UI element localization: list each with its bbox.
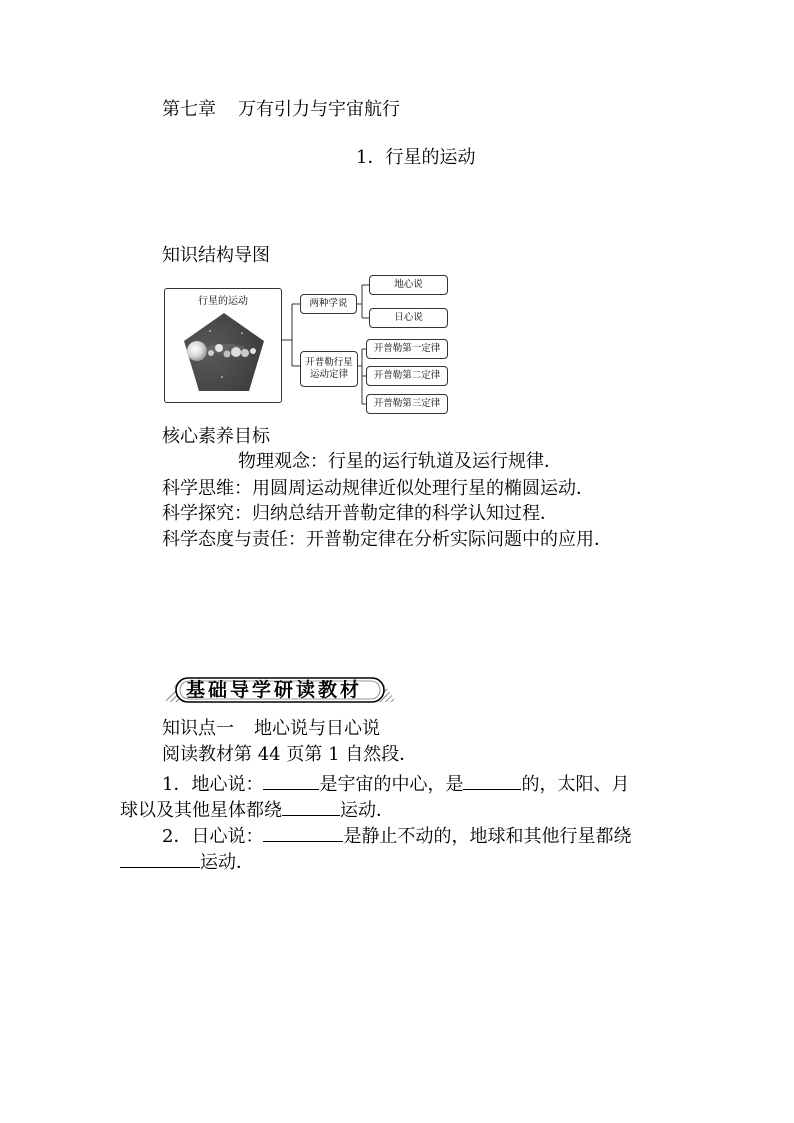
question-1-prefix: 1．地心说： [162,774,264,795]
goal-item: 物理观念：行星的运行轨道及运行规律． [238,451,562,472]
question-1-line1 [162,769,629,797]
section-banner-text: 基础导学研读教材 [186,679,363,701]
knowledge-point-label: 知识点一 [162,718,234,739]
question-2-line1 [162,821,631,849]
mindmap-leaf-label: 开普勒第二定律 [373,370,441,381]
mindmap-leaf-label: 日心说 [394,312,423,323]
mindmap-leaf-kepler-second [366,366,448,386]
mindmap-leaf-kepler-third [366,394,448,414]
fill-in-blank[interactable] [263,769,319,790]
knowledge-point-name: 地心说与日心说 [254,718,380,739]
question-1-text: 的，太阳、月 [521,774,630,795]
question-1-text: 运动． [340,800,394,821]
goal-item: 科学思维：用圆周运动规律近似处理行星的椭圆运动． [162,478,594,499]
fill-in-blank[interactable] [282,795,340,816]
question-2-prefix: 2．日心说： [162,826,264,847]
mindmap-leaf-geocentric [369,275,448,295]
question-2-text: 运动． [200,852,254,873]
fill-in-blank[interactable] [120,847,200,868]
mindmap-leaf-heliocentric [369,308,448,328]
chapter-title: 万有引力与宇宙航行 [238,99,400,120]
mindmap-leaf-label: 开普勒第三定律 [373,398,441,409]
goals-heading: 核心素养目标 [162,426,270,447]
lesson-title: 1．行星的运动 [356,147,476,168]
mindmap-branch-kepler [300,351,358,387]
question-2-text: 是静止不动的，地球和其他行星都绕 [343,826,632,847]
fill-in-blank[interactable] [263,821,343,842]
knowledge-point-title [162,717,380,741]
question-1-text: 球以及其他星体都绕 [120,800,282,821]
mindmap-heading: 知识结构导图 [162,245,270,266]
mindmap-branch-kepler-line1: 开普勒行星 [305,357,353,368]
solar-system-image [182,311,266,395]
mindmap-leaf-kepler-first [366,339,448,359]
question-2-line2 [120,847,254,875]
mindmap-leaf-label: 开普勒第一定律 [373,343,441,354]
mindmap-branch-theories [300,294,357,314]
mindmap-branch-kepler-line2: 运动定律 [309,369,348,380]
fill-in-blank[interactable] [463,769,521,790]
read-instruction: 阅读教材第 44 页第 1 自然段． [162,744,418,765]
mindmap-root-label: 行星的运动 [198,296,248,307]
chapter-number: 第七章 [162,99,216,120]
mindmap-branch-theories-label: 两种学说 [309,298,348,309]
question-1-text: 是宇宙的中心，是 [319,774,464,795]
question-1-line2 [120,795,394,823]
mindmap-root-card [164,288,282,403]
goal-item: 科学探究：归纳总结开普勒定律的科学认知过程． [162,503,558,524]
mindmap-leaf-label: 地心说 [394,279,423,290]
goal-item: 科学态度与责任：开普勒定律在分析实际问题中的应用． [162,529,612,550]
